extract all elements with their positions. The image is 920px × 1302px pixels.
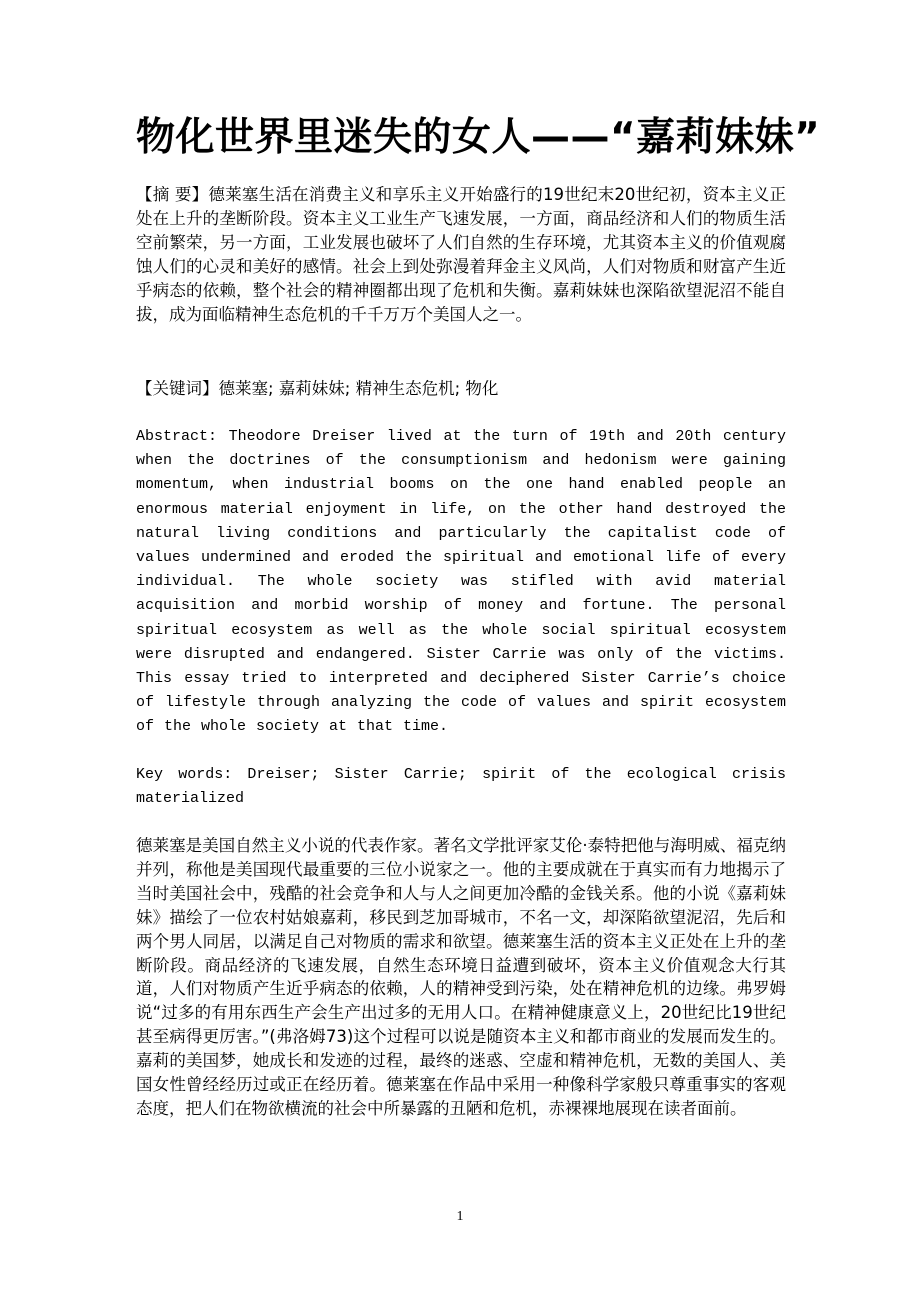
abstract-chinese — [136, 183, 786, 327]
keywords-chinese — [136, 377, 786, 401]
abstract-label: 【摘 要】 — [136, 185, 209, 204]
page-number: 1 — [456, 1209, 464, 1224]
paper-title: 物化世界里迷失的女人——“嘉莉妹妹” — [136, 115, 821, 160]
body-paragraph: 德莱塞是美国自然主义小说的代表作家。著名文学批评家艾伦·泰特把他与海明威、福克纳并列，称他是美国现代最重要的三位小说家之一。他的主要成就在于真实而有力地揭示了当时美国社会中，残酷的社会竞争和人与人之间更加冷酷的金钱关系。他的小说《嘉莉妹妹》描绘了一位农村姑娘嘉莉，移民到芝加哥城市，不名一文，却深陷欲望泥沼，先后和两个男人同居，以满足自己对物质的需求和欲望。德莱塞生活的资本主义正处在上升的垄断阶段。商品经济的飞速发展，自然生态环境日益遭到破坏，资本主义价值观念大行其道，人们对物质产生近乎病态的依赖，人的精神受到污染，处在精神危机的边缘。弗罗姆说“过多的有用东西生产会生产出过多的无用人口。在精神健康意义上，20世纪比19世纪甚至病得更厉害。”(弗洛姆73)这个过程可以说是随资本主义和都市商业的发展而发生的。嘉莉的美国梦，她成长和发迹的过程，最终的迷惑、空虚和精神危机，无数的美国人、美国女性曾经经历过或正在经历着。德莱塞在作品中采用一种像科学家般只尊重事实的客观态度，把人们在物欲横流的社会中所暴露的丑陋和危机，赤裸裸地展现在读者面前。 — [136, 836, 786, 1118]
keywords-label: 【关键词】 — [136, 379, 219, 398]
abstract-english: Abstract: Theodore Dreiser lived at the turn of 19th and 20th century when the doctrines of the consumptionism and hedonism were gaining momentum, when industrial booms on the one hand enabled people an enormous material enjoyment in life, on the other hand destroyed the natural living conditions and particularly the capitalist code of values undermined and eroded the spiritual and emotional life of every individual. The whole society was stifled with avid material acquisition and morbid worship of money and fortune. The personal spiritual ecosystem as well as the whole social spiritual ecosystem were disrupted and endangered. Sister Carrie was only of the victims. This essay tried to interpreted and deciphered Sister Carrie’s choice of lifestyle through analyzing the code of values and spirit ecosystem of the whole society at that time. — [136, 428, 786, 736]
keywords-english: Key words: Dreiser; Sister Carrie; spirit of the ecological crisis materialized — [136, 766, 786, 808]
keywords-text: 德莱塞; 嘉莉妹妹; 精神生态危机; 物化 — [218, 379, 499, 398]
abstract-text: 德莱塞生活在消费主义和享乐主义开始盛行的19世纪末20世纪初，资本主义正处在上升的垄断阶段。资本主义工业生产飞速发展，一方面，商品经济和人们的物质生活空前繁荣，另一方面，工业发展也破坏了人们自然的生存环境，尤其资本主义的价值观腐蚀人们的心灵和美好的感情。社会上到处弥漫着拜金主义风尚，人们对物质和财富产生近乎病态的依赖，整个社会的精神圈都出现了危机和失衡。嘉莉妹妹也深陷欲望泥沼不能自拔，成为面临精神生态危机的千千万万个美国人之一。 — [136, 185, 786, 324]
